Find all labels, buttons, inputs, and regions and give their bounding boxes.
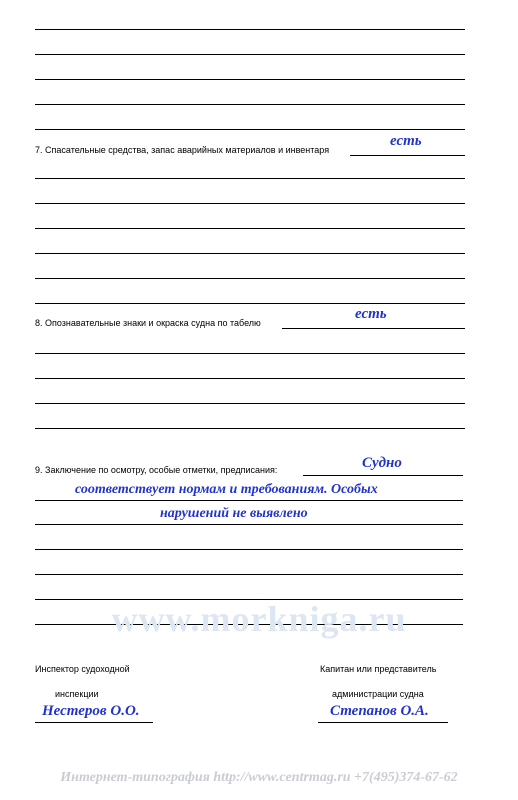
section-8-answer-line (282, 328, 465, 329)
blank-line (35, 500, 463, 501)
blank-line (35, 129, 465, 130)
section-7-label: 7. Спасательные средства, запас аварийных материалов и инвентаря (35, 145, 330, 155)
section-9-answer-line (303, 475, 463, 476)
blank-line (35, 378, 465, 379)
blank-line (35, 278, 465, 279)
blank-line (35, 428, 465, 429)
blank-line (35, 524, 463, 525)
section-7-answer-line (350, 155, 465, 156)
inspector-signature-name: Нестеров О.О. (42, 703, 140, 719)
section-7-answer: есть (390, 133, 422, 149)
blank-line (35, 303, 465, 304)
blank-line (35, 228, 465, 229)
captain-signature-line (318, 722, 448, 723)
section-9-answer-line-1: Судно (362, 455, 402, 471)
section-9-label: 9. Заключение по осмотру, особые отметки, предписания: (35, 465, 278, 475)
blank-line (35, 574, 463, 575)
captain-label-line-2: администрации судна (332, 689, 424, 699)
inspector-signature-line (35, 722, 153, 723)
blank-line (35, 353, 465, 354)
section-8-answer: есть (355, 306, 387, 322)
blank-line (35, 203, 465, 204)
blank-line (35, 79, 465, 80)
footer-printing-house: Интернет-типография http://www.centrmag.ru +7(495)374-67-62 (60, 770, 458, 785)
captain-label-line-1: Капитан или представитель (320, 664, 437, 674)
blank-line (35, 253, 465, 254)
blank-line (35, 549, 463, 550)
section-9-answer-line-3: нарушений не выявлено (160, 506, 308, 521)
blank-line (35, 54, 465, 55)
inspector-label-line-1: Инспектор судоходной (35, 664, 130, 674)
section-8-label: 8. Опознавательные знаки и окраска судна по табелю (35, 318, 261, 328)
blank-line (35, 29, 465, 30)
captain-signature-name: Степанов О.А. (330, 703, 429, 719)
blank-line (35, 403, 465, 404)
watermark: www.morkniga.ru (111, 599, 407, 639)
section-9-answer-line-2: соответствует нормам и требованиям. Особых (75, 482, 378, 497)
blank-line (35, 104, 465, 105)
blank-line (35, 178, 465, 179)
inspector-label-line-2: инспекции (55, 689, 99, 699)
